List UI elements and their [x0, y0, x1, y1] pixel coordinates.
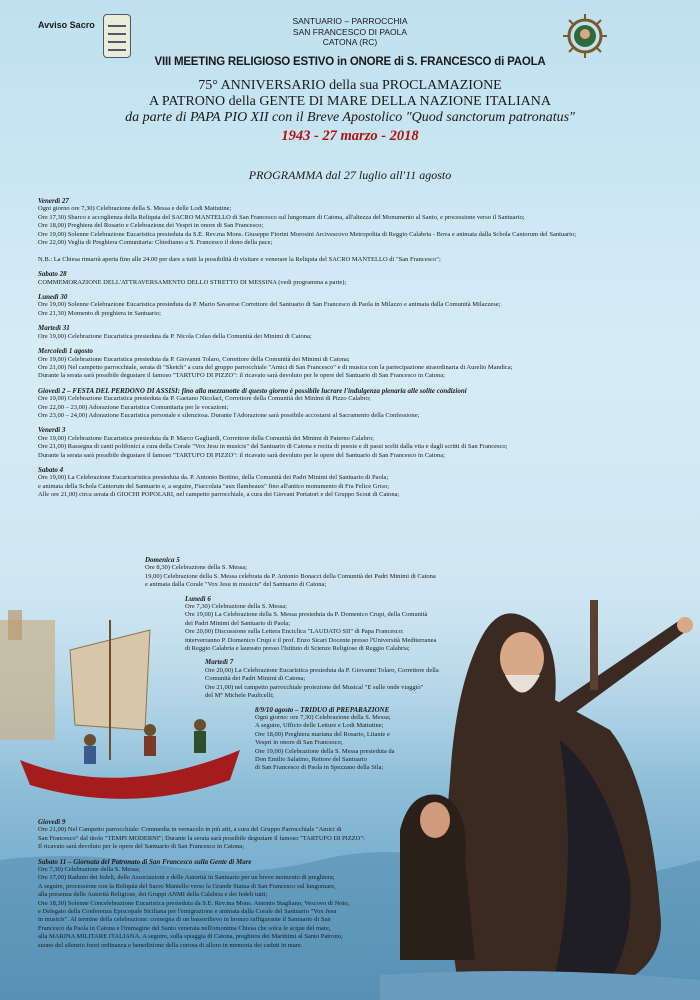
schedule-day: [38, 818, 458, 852]
schedule-line: e animata della Schola Cantorum del Santuario e, a seguire, Fiaccolata "aux flambeaux" fino all'antico monumento di Fra Felice Griso;: [38, 482, 390, 490]
schedule-line: Durante la serata sarà possibile degustare il famoso "TARTUFO DI PIZZO": il ricavato sarà devoluto per le opere del Santuario di San Francesco in Catona;: [38, 451, 445, 459]
schedule-line: Ore 20,00) Discussione sulla Lettera Enciclica "LAUDATO SII" di Papa Francesco:: [185, 628, 404, 636]
schedule-line: Ore 19,00) La Celebrazione Eucaricaristica presieduta da. P. Antonio Bottino, della Comunità dei Padri Minimi del Santuario di Paola;: [38, 474, 389, 482]
schedule-line: Ore 21,30) Momento di preghiera in Santuario;: [38, 309, 161, 317]
schedule-line: Ore 8,30) Celebrazione della S. Messa;: [145, 564, 247, 572]
schedule-day: [145, 595, 545, 654]
schedule-line: interverranno P. Domenico Crupi e il prof. Enzo Sicari Docente presso l'Università Mediterranea: [185, 636, 437, 644]
schedule-line: A seguire, Ufficio delle Letture e Lodi Mattutine;: [255, 722, 384, 730]
schedule-line: Ore 19,00) Celebrazione della S. Messa presieduta da: [255, 747, 395, 755]
schedule-line: Ore 20,00) La Celebrazione Eucaristica presieduta da P. Giovanni Tolaro, Correttore della: [205, 666, 439, 674]
schedule-day: [145, 706, 545, 773]
schedule-day: [38, 324, 668, 341]
schedule-line: Ore 7,30) Celebrazione della S. Messa;: [185, 603, 287, 611]
schedule-line: Ore 21,00) Nel campetto parrocchiale, serata di "Sketch" a cura del gruppo parrocchiale "Amici di San Francesco" e di musica con la partecipazione straordinaria di Aurelio Mandica;: [38, 363, 513, 371]
schedule-line: San Francesco" dal titolo "TEMPI MODERNI"; Durante la serata sarà possibile degustare il famoso "TARTUFO DI PIZZO":: [38, 834, 365, 842]
schedule-line: di Reggio Calabria e laureato presso l'Istituto di Scienze Religiose di Reggio Calabria;: [185, 645, 410, 653]
anniversary-dates: 1943 - 27 marzo - 2018: [281, 128, 419, 144]
schedule-day: [38, 347, 668, 381]
schedule-line: Durante la serata sarà possibile degustare il famoso "TARTUFO DI PIZZO": il ricavato sarà devoluto per le opere del Santuario di San Francesco in Catona;: [38, 372, 445, 380]
pope-title: da parte di PAPA PIO XII con il Breve Apostolico "Quod sanctorum patronatus": [125, 110, 575, 125]
patron-title: A PATRONO della GENTE DI MARE DELLA NAZIONE ITALIANA: [149, 94, 551, 109]
schedule-line: Il ricavato sarà devoluto per le opere del Santuario di San Francesco in Catona;: [38, 843, 244, 851]
schedule-line: N.B.: La Chiesa rimarrà aperta fino alle 24.00 per dare a tutti la possibilità di visitare e venerare la Reliquia del SACRO MANTELLO di "San Francesco";: [38, 255, 441, 263]
schedule-line: e Delegato della Conferenza Episcopale Siciliana per l'emigrazione e animata dalla Corale del Santuario "Vox Jesu: [38, 908, 337, 916]
parish-line: CATONA (RC): [322, 37, 378, 47]
schedule-line: COMMEMORAZIONE DELL'ATTRAVERSAMENTO DELLO STRETTO DI MESSINA (vedi programma a parte);: [38, 278, 347, 286]
schedule-day: [38, 858, 458, 950]
schedule-line: Ore 7,30) Celebrazione della S. Messa;: [38, 866, 140, 874]
schedule-line: Ore 19,00) Celebrazione Eucaristica presieduta da P. Gaetano Nicolaci, Correttore della Comunità dei Minimi di Pizzo Calabro;: [38, 395, 371, 403]
schedule-day-heading: Lunedì 30: [38, 293, 68, 302]
schedule-line: Ore 19,00) Celebrazione Eucaristica presieduta da P. Marco Gagliardi, Correttore della Comunità dei Minimi di Paterno Calabro;: [38, 434, 374, 442]
schedule-line: Ore 21,00) Nel Campetto parrocchiale: Commedia in vernacolo in più atti, a cura del Gruppo Parrocchiale "Amici di: [38, 826, 342, 834]
schedule-line: alla presenza delle Autorità Religiose, dei Gruppi ANMI della Calabria e dei fedeli tutti;: [38, 891, 268, 899]
schedule-line: Ore 19,00) Celebrazione Eucaristica presieduta da P. Nicola Colao della Comunità dei Minimi di Catona;: [38, 332, 312, 340]
schedule-day: [38, 270, 668, 287]
schedule-line: Ore 17,00) Raduno dei fedeli, delle Associazioni e delle Autorità in Santuario per un breve momento di preghiera;: [38, 874, 335, 882]
schedule-line: Ogni giorno ore 7,30) Celebrazione della S. Messa e delle Lodi Mattutine;: [38, 205, 232, 213]
schedule-line: Ore 21,00) nel campetto parrocchiale proiezione del Musical "E sulle onde viaggiò": [205, 683, 424, 691]
parish-line: SAN FRANCESCO DI PAOLA: [292, 26, 408, 37]
schedule-main: [38, 197, 668, 500]
schedule-day-heading: Martedì 31: [38, 324, 70, 333]
anniversary-title: 75° ANNIVERSARIO della sua PROCLAMAZIONE: [198, 78, 502, 93]
schedule-line: Ore 18,00) Preghiera del Rosario e Celebrazione dei Vespri in onore di San Francesco;: [38, 222, 264, 230]
schedule-day-heading: Martedì 7: [205, 658, 234, 667]
ship-wheel-emblem-icon: [563, 14, 607, 58]
schedule-line: suono del silenzio fuori ordinanza e benedizione della corona di alloro in memoria dei caduti in mare.: [38, 941, 303, 949]
schedule-line: Francesco da Paola in Catona e l'immagine del Santo venerata nell'omonima Chiesa che solca le acque del mare,: [38, 924, 331, 932]
schedule-day: [38, 466, 668, 500]
schedule-line: Ore 22,00) Veglia di Preghiera Comunitaria: Chiediamo a S. Francesco il dono della pace;: [38, 239, 273, 247]
parish-line: SANTUARIO – PARROCCHIA: [292, 16, 408, 26]
schedule-line: Ore 21,00) Rassegna di canti polifonici a cura della Corale "Vox Jesu in musicis" del Santuario di Catona e recita di poesie e di passi scelti dalla vita e dagli scritti di San Francesco;: [38, 443, 508, 451]
schedule-line: alla MARINA MILITARE ITALIANA. A seguire, sulla spiaggia di Catona, preghiera dei Marittimi al Santo Patrono,: [38, 933, 343, 941]
schedule-line: e animata dalla Corale "Vox Jesu in musicis" del Santuario di Catona;: [145, 581, 327, 589]
schedule-line: 19,00) Celebrazione della S. Messa celebrata da P. Antonio Bonacci della Comunità dei Padri Minimi di Catona: [145, 572, 436, 580]
schedule-day: [38, 197, 668, 264]
schedule-line: Alle ore 21,00) circa serata di GIOCHI POPOLARI, nel campetto parrocchiale, a cura dei Giovani Portatori e del Gruppo Scout di Catona;: [38, 491, 400, 499]
schedule-day: [145, 556, 545, 590]
schedule-line: Ore 19,00) Solenne Celebrazione Eucaristica presieduta da P. Mario Savarese Correttore del Santuario di San Francesco di Paola in Milazzo e animata dalla Comunità Milazzese;: [38, 301, 501, 309]
schedule-day-heading: Sabato 4: [38, 465, 64, 474]
schedule-day-heading: Venerdì 3: [38, 426, 66, 435]
schedule-day-heading: Mercoledì 1 agosto: [38, 347, 93, 356]
schedule-line: [38, 247, 668, 255]
schedule-line: Don Emilio Salatino, Rettore del Santuario: [255, 755, 367, 763]
schedule-day-heading: Giovedì 2 – FESTA DEL PERDONO DI ASSISI: fino alla mezzanotte di questo giorno è possibile lucrare l'indulgenza plenaria alle solite condizioni: [38, 386, 467, 395]
schedule-day: [38, 387, 668, 421]
schedule-middle: [145, 556, 545, 773]
schedule-final: [38, 818, 458, 950]
parish-name: [250, 16, 450, 48]
schedule-line: Ore 23,00 – 24,00) Adorazione Eucaristica personale e silenziosa. Durante l'Adorazione sarà possibile accostarsi al Sacramento della Confessione;: [38, 411, 420, 419]
schedule-day: [38, 293, 668, 318]
schedule-line: dei Padri Minimi del Santuario di Paola;: [185, 619, 291, 627]
schedule-line: Ogni giorno: ore 7,30) Celebrazione della S. Messa;: [255, 713, 391, 721]
schedule-line: Ore 19,00) La Celebrazione della S. Messa presieduta da P. Domenico Crupi, della Comunità: [185, 611, 428, 619]
schedule-line: Vespri in onore di San Francesco;: [255, 739, 343, 747]
schedule-day-heading: Sabato 28: [38, 270, 67, 279]
schedule-day-heading: 8/9/10 agosto – TRIDUO di PREPARAZIONE: [255, 705, 390, 714]
city-seal-icon: [103, 14, 131, 58]
schedule-line: A seguire, processione con la Reliquia del Sacro Mantello verso la Grande Statua di San Francesco sul lungomare,: [38, 882, 336, 890]
schedule-line: Ore 18,00) Preghiera mariana del Rosario, Litanie e: [255, 730, 390, 738]
programma-heading: PROGRAMMA dal 27 luglio all'11 agosto: [248, 168, 452, 182]
schedule-day-heading: Sabato 11 – Giornata del Patronato di San Francesco sulla Gente di Mare: [38, 857, 252, 866]
schedule-line: del M° Michele Paulicelli;: [205, 692, 274, 700]
avviso-sacro-label: Avviso Sacro: [38, 20, 95, 30]
schedule-day-heading: Venerdì 27: [38, 197, 69, 205]
schedule-line: Ore 19,00) Celebrazione Eucaristica presieduta da P. Giovanni Tolaro, Correttore della Comunità dei Minimi di Catona;: [38, 355, 350, 363]
schedule-day-heading: Lunedì 6: [185, 594, 211, 603]
schedule-line: in musicis". Al termine della celebrazione: consegna di un bassorilievo in bronzo raffigurante il Santuario di San: [38, 916, 331, 924]
meeting-title: VIII MEETING RELIGIOSO ESTIVO in ONORE di S. FRANCESCO di PAOLA: [154, 56, 546, 68]
schedule-line: di San Francesco di Paola in Spezzano della Sila;: [255, 764, 384, 772]
schedule-day-heading: Giovedì 9: [38, 818, 66, 826]
schedule-line: Ore 19,00) Solenne Celebrazione Eucaristica presieduta da S.E. Rev.ma Mons. Giuseppe Fiorini Morosini Arcivescovo Metropolita di Reggio Calabria - Bova e animata dalla Schola Cantorum del Santuario;: [38, 230, 577, 238]
schedule-line: Comunità dei Padri Minimi di Catona;: [205, 675, 306, 683]
schedule-line: Ore 22,00 – 23,00) Adorazione Eucaristica Comunitaria per le vocazioni;: [38, 403, 229, 411]
schedule-day: [145, 658, 545, 700]
schedule-day-heading: Domenica 5: [145, 556, 180, 564]
schedule-line: Ore 17,30) Sbarco e accoglienza della Reliquia del SACRO MANTELLO di San Francesco sul lungomare di Catona, all'altezza del Monumento al Santo, e processione verso il Santuario;: [38, 213, 525, 221]
schedule-day: [38, 426, 668, 460]
schedule-line: Ore 18,30) Solenne Concelebrazione Eucaristica presieduta da S.E. Rev.ma Mons. Antonio Stagliano, Vescovo di Noto,: [38, 899, 350, 907]
